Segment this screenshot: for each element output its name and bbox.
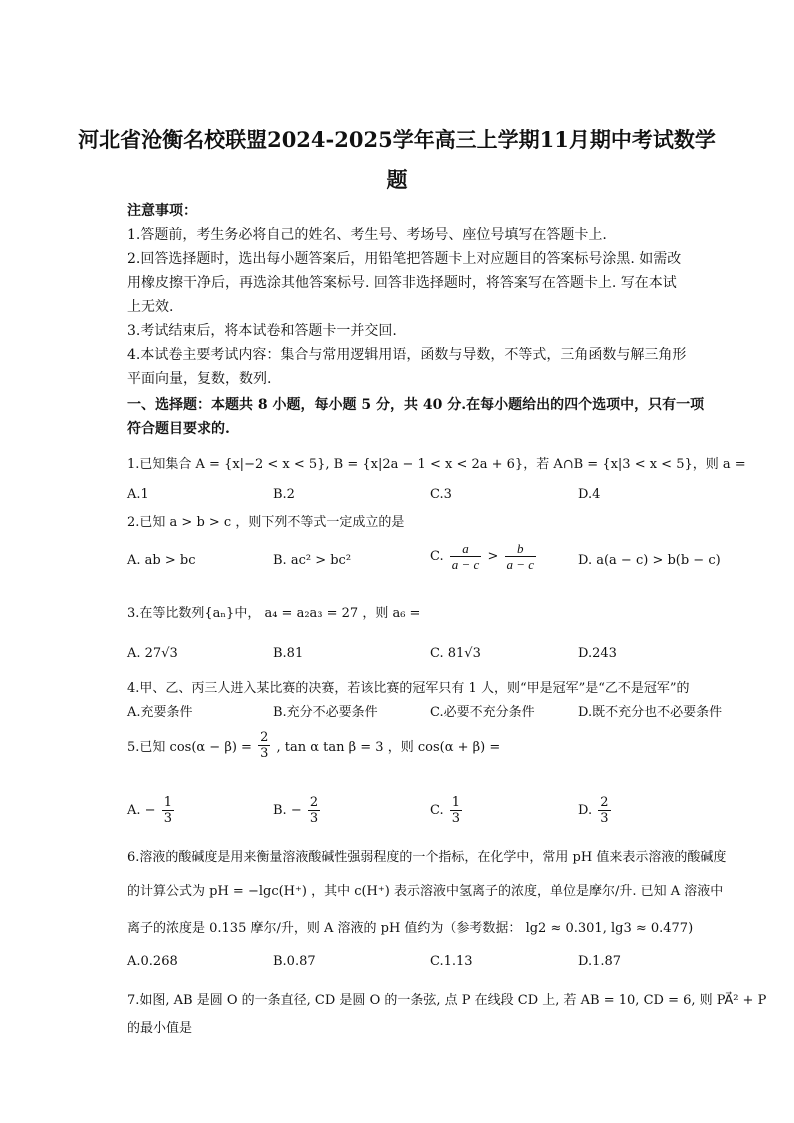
doc-title-line2: 题 <box>386 167 408 192</box>
q5-option-a <box>127 795 176 826</box>
q5-option-c <box>430 795 464 826</box>
q2-option-c <box>430 541 538 572</box>
section-heading-cont: 符合题目要求的. <box>127 421 230 437</box>
notice-item: 4.本试卷主要考试内容：集合与常用逻辑用语，函数与导数，不等式，三角函数与解三角形 <box>127 347 687 363</box>
q5-d-label: D. <box>578 803 593 818</box>
q5-option-b <box>273 795 322 826</box>
q5-c-denominator: 3 <box>451 811 461 826</box>
q4-option-d: D.既不充分也不必要条件 <box>578 705 723 720</box>
q5-b-label: B. − <box>273 803 302 818</box>
notice-item: 3.考试结束后，将本试卷和答题卡一并交回. <box>127 323 397 339</box>
notice-item: 2.回答选择题时，选出每小题答案后，用铅笔把答题卡上对应题目的答案标号涂黑. 如需改 <box>127 251 682 267</box>
q2-c-numerator-1: a <box>450 541 482 557</box>
notice-heading: 注意事项： <box>127 203 197 219</box>
q2-c-denominator-1: a − c <box>451 557 480 572</box>
q3-option-a: A. 27√3 <box>127 646 178 661</box>
question-1-stem: 1.已知集合 A = {x|−2 < x < 5}, B = {x|2a − 1 < x < 2a + 6}，若 A∩B = {x|3 < x < 5}，则 a = <box>127 457 746 472</box>
q3-option-c: C. 81√3 <box>430 646 481 661</box>
question-7-line1: 7.如图, AB 是圆 O 的一条直径, CD 是圆 O 的一条弦, 点 P 在线段 CD 上, 若 AB = 10, CD = 6, 则 PA⃗² + P <box>127 993 767 1008</box>
notice-item: 上无效. <box>127 299 174 315</box>
q2-c-denominator-2: a − c <box>506 557 535 572</box>
q3-option-d: D.243 <box>578 646 617 661</box>
q5-c-numerator: 1 <box>451 795 461 810</box>
q5-c-label: C. <box>430 803 444 818</box>
question-6-line1: 6.溶液的酸碱度是用来衡量溶液酸碱性强弱程度的一个指标，在化学中，常用 pH 值来表示溶液的酸碱度 <box>127 850 727 865</box>
q5-stem-fraction <box>258 730 270 761</box>
q1-option-b: B.2 <box>273 487 295 502</box>
section-heading: 一、选择题：本题共 8 小题，每小题 5 分，共 40 分.在每小题给出的四个选项中，只有一项 <box>127 397 705 413</box>
notice-item: 1.答题前，考生务必将自己的姓名、考生号、考场号、座位号填写在答题卡上. <box>127 227 607 243</box>
doc-title-line1: 河北省沧衡名校联盟2024-2025学年高三上学期11月期中考试数学 <box>78 127 716 152</box>
q2-option-c-label: C. <box>430 549 444 564</box>
q4-option-a: A.充要条件 <box>127 705 193 720</box>
q5-d-denominator: 3 <box>600 811 609 826</box>
q5-d-fraction <box>598 795 610 826</box>
q2-option-a: A. ab > bc <box>127 553 196 568</box>
q5-b-denominator: 3 <box>309 811 319 826</box>
q5-b-numerator: 2 <box>309 795 319 810</box>
question-4-stem: 4.甲、乙、丙三人进入某比赛的决赛，若该比赛的冠军只有 1 人，则“甲是冠军”是“乙不是冠军”的 <box>127 681 690 696</box>
q2-option-b: B. ac² > bc² <box>273 553 352 568</box>
q2-option-c-fraction-1 <box>450 541 482 572</box>
q5-b-fraction <box>308 795 320 826</box>
q6-option-d: D.1.87 <box>578 954 622 969</box>
q2-option-d: D. a(a − c) > b(b − c) <box>578 553 721 568</box>
question-7-line2: 的最小值是 <box>127 1021 193 1036</box>
question-6-line2: 的计算公式为 pH = −lgc(H⁺) ，其中 c(H⁺) 表示溶液中氢离子的浓度，单位是摩尔/升. 已知 A 溶液中 <box>127 884 724 899</box>
q5-stem-prefix: 5.已知 cos(α − β) = <box>127 740 252 755</box>
question-3-stem: 3.在等比数列{aₙ}中， a₄ = a₂a₃ = 27 ，则 a₆ = <box>127 606 421 621</box>
q5-a-label: A. − <box>127 803 156 818</box>
q1-option-c: C.3 <box>430 487 452 502</box>
q1-option-a: A.1 <box>127 487 149 502</box>
q2-c-numerator-2: b <box>505 541 537 557</box>
q5-option-d <box>578 795 613 826</box>
q5-a-denominator: 3 <box>163 811 172 826</box>
q2-option-c-fraction-2 <box>505 541 537 572</box>
q5-a-numerator: 1 <box>163 795 172 810</box>
q2-c-greater-than: > <box>487 549 499 564</box>
q1-option-d: D.4 <box>578 487 601 502</box>
q5-a-fraction <box>162 795 174 826</box>
q4-option-c: C.必要不充分条件 <box>430 705 535 720</box>
q5-stem-suffix: , tan α tan β = 3 ，则 cos(α + β) = <box>276 740 501 755</box>
q5-d-numerator: 2 <box>600 795 609 810</box>
question-6-line3: 离子的浓度是 0.135 摩尔/升，则 A 溶液的 pH 值约为（参考数据： lg2 ≈ 0.301, lg3 ≈ 0.477) <box>127 921 694 936</box>
q6-option-a: A.0.268 <box>127 954 178 969</box>
q5-stem-denominator: 3 <box>260 746 269 761</box>
notice-item: 平面向量，复数，数列. <box>127 371 272 387</box>
q6-option-c: C.1.13 <box>430 954 473 969</box>
question-2-stem: 2.已知 a > b > c ，则下列不等式一定成立的是 <box>127 515 405 530</box>
notice-item: 用橡皮擦干净后，再选涂其他答案标号. 回答非选择题时，将答案写在答题卡上. 写在本试 <box>127 275 677 291</box>
q6-option-b: B.0.87 <box>273 954 316 969</box>
q4-option-b: B.充分不必要条件 <box>273 705 378 720</box>
q5-c-fraction <box>450 795 462 826</box>
question-5-stem <box>127 730 500 761</box>
q3-option-b: B.81 <box>273 646 304 661</box>
q5-stem-numerator: 2 <box>260 730 269 745</box>
